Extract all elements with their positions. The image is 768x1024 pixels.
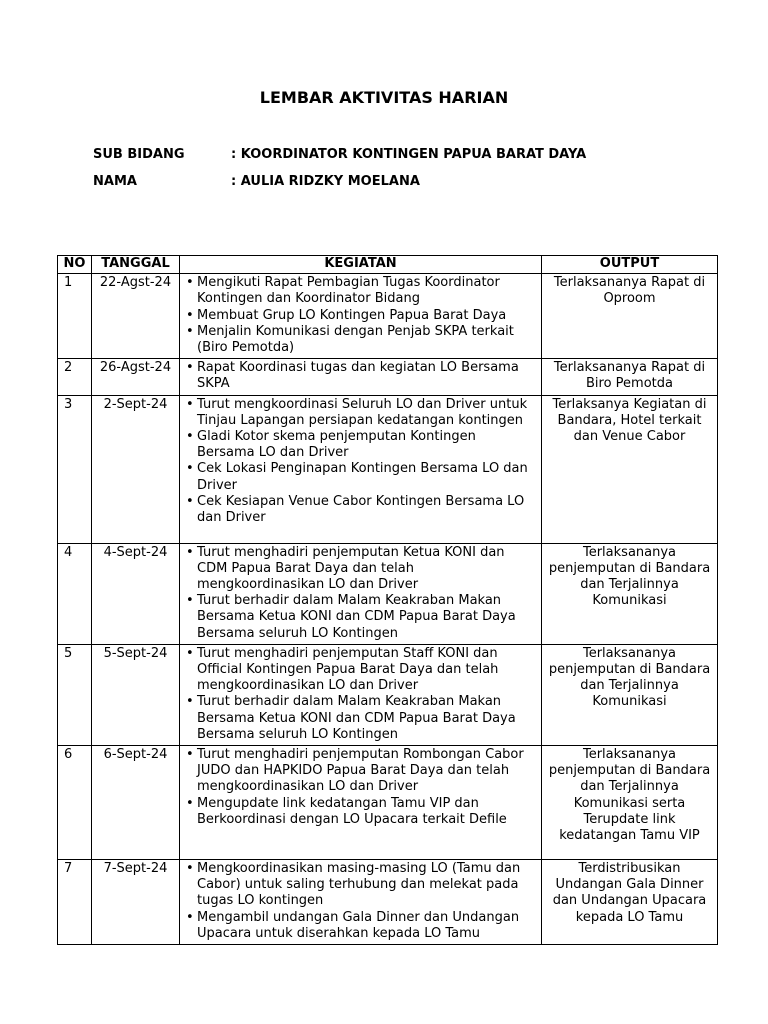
page-title: LEMBAR AKTIVITAS HARIAN — [259, 88, 509, 107]
activity-item: • Turut menghadiri penjemputan Staff KONI dan Official Kontingen Papua Barat Daya dan telah mengkoordinasikan LO dan Driver — [184, 646, 537, 695]
row-output: Terlaksananya Rapat di Biro Pemotda — [542, 359, 718, 395]
row-no: 5 — [58, 644, 92, 745]
table-row — [58, 274, 718, 359]
table-row — [58, 395, 718, 543]
activity-item: • Gladi Kotor skema penjemputan Kontingen Bersama LO dan Driver — [184, 429, 537, 461]
row-activities — [180, 860, 542, 945]
row-no: 7 — [58, 860, 92, 945]
row-output: Terlaksananya penjemputan di Bandara dan Terjalinnya Komunikasi serta Terupdate link kedatangan Tamu VIP — [542, 746, 718, 860]
header-kegiatan: KEGIATAN — [180, 256, 542, 274]
activity-item: • Mengkoordinasikan masing-masing LO (Tamu dan Cabor) untuk saling terhubung dan melekat pada tugas LO kontingen — [184, 861, 537, 910]
row-date: 2-Sept-24 — [92, 395, 180, 543]
meta-label: SUB BIDANG — [93, 147, 185, 162]
activity-item: • Mengambil undangan Gala Dinner dan Undangan Upacara untuk diserahkan kepada LO Tamu — [184, 910, 537, 942]
row-activities — [180, 274, 542, 359]
activity-item: • Rapat Koordinasi tugas dan kegiatan LO Bersama SKPA — [184, 360, 537, 392]
row-output: Terlaksanya Kegiatan di Bandara, Hotel terkait dan Venue Cabor — [542, 395, 718, 543]
table-row — [58, 644, 718, 745]
activity-item: • Menjalin Komunikasi dengan Penjab SKPA terkait (Biro Pemotda) — [184, 324, 537, 356]
activity-item: • Turut menghadiri penjemputan Rombongan Cabor JUDO dan HAPKIDO Papua Barat Daya dan telah mengkoordinasikan LO dan Driver — [184, 747, 537, 796]
row-date: 6-Sept-24 — [92, 746, 180, 860]
meta-value: : KOORDINATOR KONTINGEN PAPUA BARAT DAYA — [231, 147, 587, 162]
table-row — [58, 359, 718, 395]
activity-item: • Membuat Grup LO Kontingen Papua Barat Daya — [184, 308, 537, 324]
row-output: Terlaksananya penjemputan di Bandara dan Terjalinnya Komunikasi — [542, 644, 718, 745]
row-activities — [180, 395, 542, 543]
row-date: 5-Sept-24 — [92, 644, 180, 745]
row-no: 1 — [58, 274, 92, 359]
row-no: 4 — [58, 543, 92, 644]
activity-item: • Mengupdate link kedatangan Tamu VIP dan Berkoordinasi dengan LO Upacara terkait Defile — [184, 796, 537, 828]
activity-table — [57, 255, 718, 945]
activity-item: • Turut menghadiri penjemputan Ketua KONI dan CDM Papua Barat Daya dan telah mengkoordinasikan LO dan Driver — [184, 545, 537, 594]
row-no: 6 — [58, 746, 92, 860]
header-output: OUTPUT — [542, 256, 718, 274]
table-row — [58, 543, 718, 644]
activity-item: • Cek Kesiapan Venue Cabor Kontingen Bersama LO dan Driver — [184, 494, 537, 526]
row-no: 3 — [58, 395, 92, 543]
activity-item: • Cek Lokasi Penginapan Kontingen Bersama LO dan Driver — [184, 461, 537, 493]
row-output: Terdistribusikan Undangan Gala Dinner dan Undangan Upacara kepada LO Tamu — [542, 860, 718, 945]
activity-item: • Turut mengkoordinasi Seluruh LO dan Driver untuk Tinjau Lapangan persiapan kedatangan kontingen — [184, 397, 537, 429]
row-output: Terlaksananya Rapat di Oproom — [542, 274, 718, 359]
row-activities — [180, 746, 542, 860]
row-activities — [180, 543, 542, 644]
row-date: 7-Sept-24 — [92, 860, 180, 945]
header-tanggal: TANGGAL — [92, 256, 180, 274]
row-date: 22-Agst-24 — [92, 274, 180, 359]
table-header-row — [58, 256, 718, 274]
row-output: Terlaksananya penjemputan di Bandara dan Terjalinnya Komunikasi — [542, 543, 718, 644]
row-activities — [180, 644, 542, 745]
activity-item: • Turut berhadir dalam Malam Keakraban Makan Bersama Ketua KONI dan CDM Papua Barat Daya Bersama seluruh LO Kontingen — [184, 694, 537, 743]
activity-item: • Turut berhadir dalam Malam Keakraban Makan Bersama Ketua KONI dan CDM Papua Barat Daya Bersama seluruh LO Kontingen — [184, 593, 537, 642]
row-date: 4-Sept-24 — [92, 543, 180, 644]
table-row — [58, 860, 718, 945]
header-no: NO — [58, 256, 92, 274]
meta-label: NAMA — [93, 174, 137, 189]
row-no: 2 — [58, 359, 92, 395]
row-date: 26-Agst-24 — [92, 359, 180, 395]
activity-item: • Mengikuti Rapat Pembagian Tugas Koordinator Kontingen dan Koordinator Bidang — [184, 275, 537, 307]
table-row — [58, 746, 718, 860]
meta-value: : AULIA RIDZKY MOELANA — [231, 174, 420, 189]
row-activities — [180, 359, 542, 395]
